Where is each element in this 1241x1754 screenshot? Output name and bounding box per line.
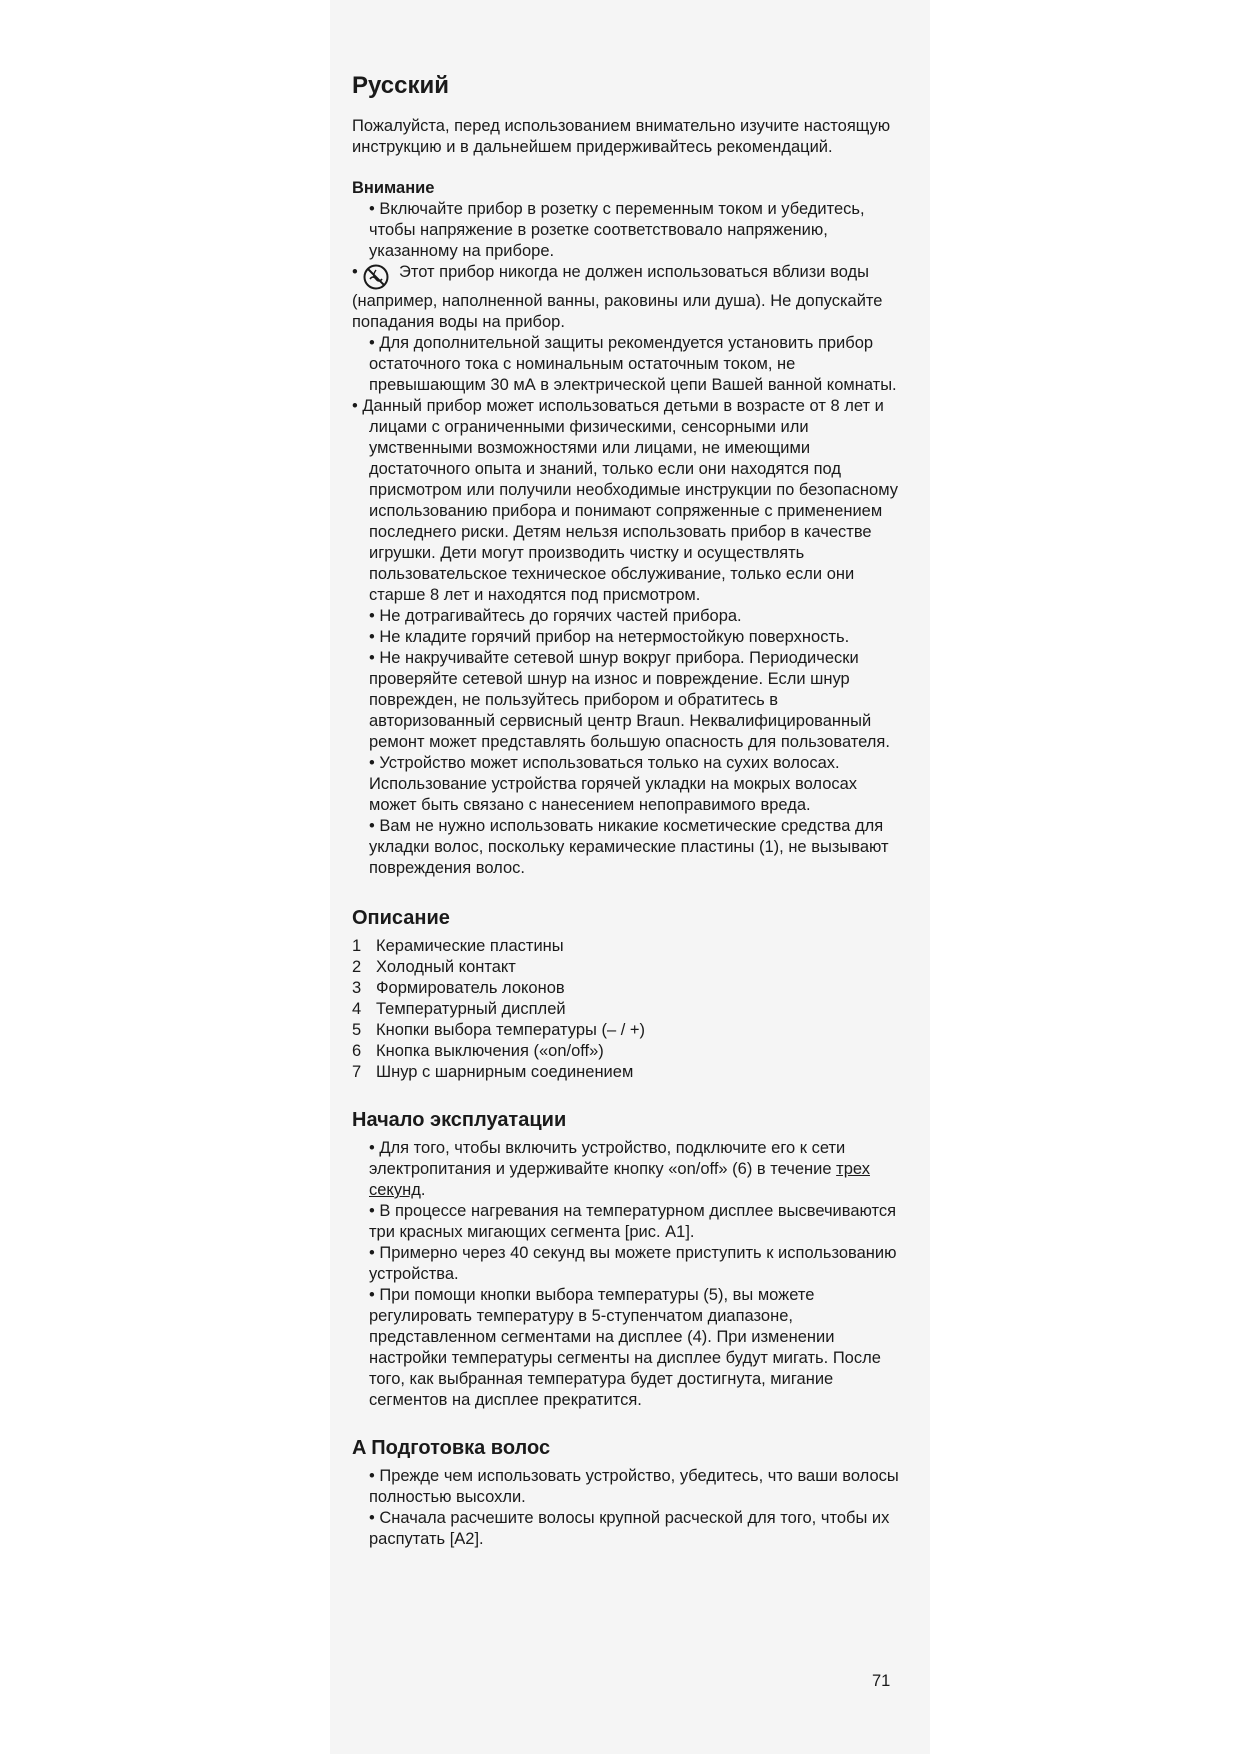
warning-item-text: Данный прибор может использоваться детьми в возрасте от 8 лет и лицами с ограниченными физическими, сенсорными или умственными возможностями или лицами, не имеющими достаточного опыта и знаний, только если они находятся под присмотром или получили необходимые инструкции по безопасному использованию прибора и понимают сопряженные с применением последнего риски. Детям нельзя использовать прибор в качестве игрушки. Дети могут производить чистку и осуществлять пользовательское техническое обслуживание, только если они старше 8 лет и находятся под присмотром. — [362, 397, 898, 604]
start-item — [352, 1138, 904, 1201]
spacer — [352, 1411, 904, 1435]
prep-section — [352, 1435, 904, 1550]
document-body — [352, 72, 904, 1550]
prep-item: • Прежде чем использовать устройство, убедитесь, что ваши волосы полностью высохли. — [369, 1467, 899, 1506]
bullet: • — [352, 397, 358, 415]
warning-item: • Не накручивайте сетевой шнур вокруг прибора. Периодически проверяйте сетевой шнур на износ и повреждение. Если шнур поврежден, не пользуйтесь прибором и обратитесь в авторизованный сервисный центр Braun. Неквалифицированный ремонт может представлять большую опасность для пользователя. — [369, 649, 890, 751]
page-title: Русский — [352, 72, 449, 99]
item-number: 2 — [352, 958, 362, 976]
list-item — [352, 1041, 904, 1062]
warning-item: • Не дотрагивайтесь до горячих частей прибора. — [369, 607, 742, 625]
warning-item: • Не кладите горячий прибор на нетермостойкую поверхность. — [369, 628, 850, 646]
warning-item-water — [352, 262, 904, 333]
start-item-text: • Для того, чтобы включить устройство, подключите его к сети электропитания и удерживайте кнопку «on/off» (6) в течение — [369, 1139, 846, 1178]
prep-heading: A Подготовка волос — [352, 1437, 551, 1459]
no-water-icon — [362, 263, 390, 291]
list-item — [352, 936, 904, 957]
item-number: 1 — [352, 937, 362, 955]
item-number: 5 — [352, 1021, 362, 1039]
warning-heading: Внимание — [352, 179, 435, 197]
item-label: Холодный контакт — [376, 958, 516, 976]
item-number: 6 — [352, 1042, 362, 1060]
item-label: Кнопка выключения («on/off») — [376, 1042, 604, 1060]
warning-section — [352, 178, 904, 879]
warning-item: • Включайте прибор в розетку с переменным током и убедитесь, чтобы напряжение в розетке соответствовало напряжению, указанному на приборе. — [369, 200, 865, 260]
warning-item: • Для дополнительной защиты рекомендуется установить прибор остаточного тока с номинальным остаточным током, не превышающим 30 мА в электрической цепи Вашей ванной комнаты. — [369, 334, 897, 394]
prep-item: • Сначала расчешите волосы крупной расческой для того, чтобы их распутать [A2]. — [369, 1509, 890, 1548]
item-label: Шнур с шарнирным соединением — [376, 1063, 634, 1081]
item-label: Кнопки выбора температуры (– / +) — [376, 1021, 646, 1039]
underlined-text: трех секунд — [369, 1160, 870, 1199]
spacer — [352, 1083, 904, 1107]
item-label: Керамические пластины — [376, 937, 564, 955]
start-item-end: . — [420, 1181, 426, 1199]
spacer — [352, 879, 904, 905]
warning-item — [352, 396, 904, 606]
list-item — [352, 999, 904, 1020]
list-item — [352, 957, 904, 978]
description-section — [352, 905, 904, 1083]
item-number: 7 — [352, 1063, 362, 1081]
warning-item: • Вам не нужно использовать никакие косметические средства для укладки волос, поскольку керамические пластины (1), не вызывают повреждения волос. — [369, 817, 889, 877]
start-heading: Начало эксплуатации — [352, 1109, 567, 1131]
bullet: • — [352, 263, 358, 281]
list-item — [352, 1020, 904, 1041]
start-section — [352, 1107, 904, 1411]
item-number: 3 — [352, 979, 362, 997]
intro-paragraph: Пожалуйста, перед использованием внимательно изучите настоящую инструкцию и в дальнейшем придерживайтесь рекомендаций. — [352, 117, 891, 156]
list-item — [352, 978, 904, 999]
warning-item: • Устройство может использоваться только на сухих волосах. Использование устройства горячей укладки на мокрых волосах может быть связано с нанесением непоправимого вреда. — [369, 754, 858, 814]
description-heading: Описание — [352, 907, 450, 929]
item-number: 4 — [352, 1000, 362, 1018]
start-item: • В процессе нагревания на температурном дисплее высвечиваются три красных мигающих сегмента [рис. A1]. — [369, 1202, 897, 1241]
item-label: Формирователь локонов — [376, 979, 565, 997]
item-label: Температурный дисплей — [376, 1000, 566, 1018]
list-item — [352, 1062, 904, 1083]
warning-item-text: Этот прибор никогда не должен использоваться вблизи воды (например, наполненной ванны, раковины или душа). Не допускайте попадания воды на прибор. — [352, 263, 883, 331]
start-item: • При помощи кнопки выбора температуры (5), вы можете регулировать температуру в 5-ступенчатом диапазоне, представленном сегментами на дисплее (4). При изменении настройки температуры сегменты на дисплее будут мигать. После того, как выбранная температура будет достигнута, мигание сегментов на дисплее прекратится. — [369, 1286, 881, 1409]
start-item: • Примерно через 40 секунд вы можете приступить к использованию устройства. — [369, 1244, 897, 1283]
page-number: 71 — [872, 1672, 891, 1690]
